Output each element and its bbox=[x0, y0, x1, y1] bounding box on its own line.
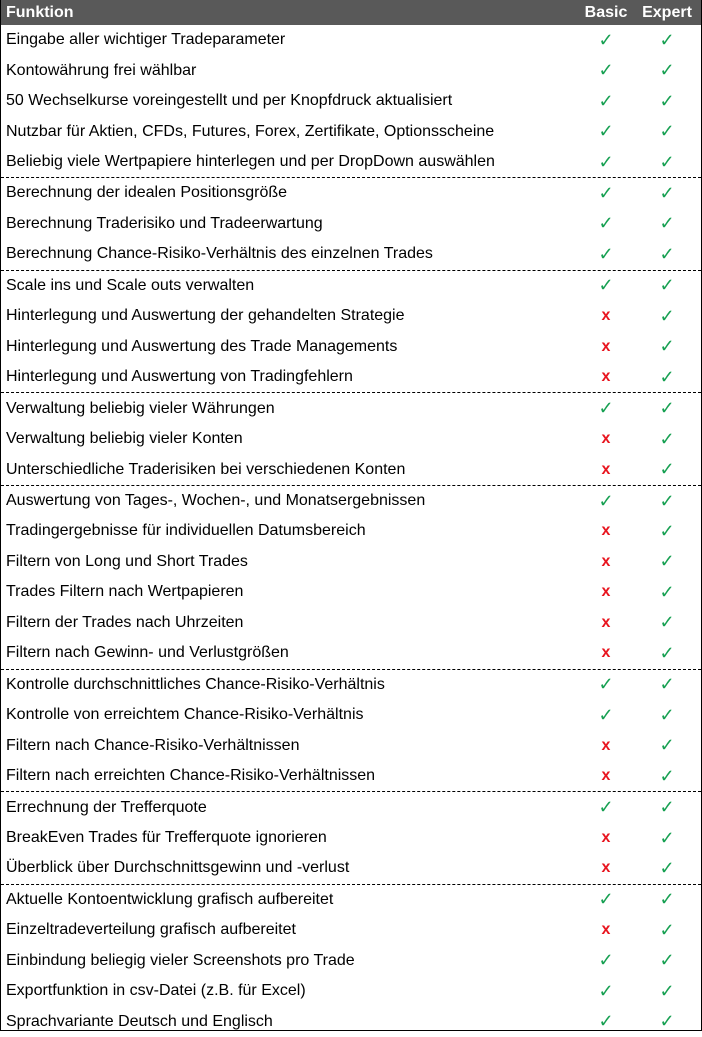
checkmark-icon: ✓ bbox=[598, 60, 614, 81]
basic-cell bbox=[577, 674, 635, 695]
basic-cell bbox=[577, 91, 635, 112]
basic-cell bbox=[577, 921, 635, 939]
table-row bbox=[1, 147, 701, 177]
checkmark-icon: ✓ bbox=[659, 151, 675, 172]
checkmark-icon: ✓ bbox=[598, 398, 614, 419]
table-row bbox=[1, 393, 701, 423]
expert-cell bbox=[635, 735, 701, 756]
cross-icon: x bbox=[601, 736, 611, 754]
checkmark-icon: ✓ bbox=[598, 704, 614, 725]
table-row bbox=[1, 577, 701, 607]
feature-label: Errechnung der Trefferquote bbox=[6, 798, 207, 816]
feature-label: 50 Wechselkurse voreingestellt und per Knopfdruck aktualisiert bbox=[6, 92, 453, 110]
checkmark-icon: ✓ bbox=[659, 336, 675, 357]
basic-cell bbox=[577, 461, 635, 479]
table-row bbox=[1, 239, 701, 269]
table-row bbox=[1, 792, 701, 822]
table-row bbox=[1, 730, 701, 760]
feature-label: Exportfunktion in csv-Datei (z.B. für Excel) bbox=[6, 982, 306, 1000]
checkmark-icon: ✓ bbox=[659, 642, 675, 663]
checkmark-icon: ✓ bbox=[598, 275, 614, 296]
feature-label: Nutzbar für Aktien, CFDs, Futures, Forex, Zertifikate, Optionsscheine bbox=[6, 122, 495, 140]
basic-cell bbox=[577, 60, 635, 81]
basic-cell bbox=[577, 275, 635, 296]
header-function: Funktion bbox=[6, 3, 74, 21]
table-row bbox=[1, 946, 701, 976]
table-row bbox=[1, 178, 701, 208]
basic-cell bbox=[577, 705, 635, 726]
table-row bbox=[1, 332, 701, 362]
table-row bbox=[1, 454, 701, 484]
basic-cell bbox=[577, 583, 635, 601]
cross-icon: x bbox=[601, 368, 611, 386]
basic-cell bbox=[577, 553, 635, 571]
table-row bbox=[1, 608, 701, 638]
checkmark-icon: ✓ bbox=[659, 243, 675, 264]
cross-icon: x bbox=[601, 644, 611, 662]
expert-cell bbox=[635, 981, 701, 1002]
basic-cell bbox=[577, 644, 635, 662]
feature-label: Überblick über Durchschnittsgewinn und -verlust bbox=[6, 859, 350, 877]
feature-label: BreakEven Trades für Trefferquote ignorieren bbox=[6, 829, 327, 846]
table-row bbox=[1, 853, 701, 883]
basic-cell bbox=[577, 307, 635, 325]
feature-label: Aktuelle Kontoentwicklung grafisch aufbereitet bbox=[6, 890, 334, 908]
checkmark-icon: ✓ bbox=[598, 674, 614, 695]
checkmark-icon: ✓ bbox=[659, 797, 675, 818]
table-row bbox=[1, 516, 701, 546]
checkmark-icon: ✓ bbox=[659, 459, 675, 480]
cross-icon: x bbox=[601, 613, 611, 631]
table-row bbox=[1, 823, 701, 853]
checkmark-icon: ✓ bbox=[598, 151, 614, 172]
checkmark-icon: ✓ bbox=[659, 889, 675, 910]
table-row bbox=[1, 209, 701, 239]
checkmark-icon: ✓ bbox=[598, 29, 614, 50]
feature-label: Scale ins und Scale outs verwalten bbox=[6, 276, 255, 294]
cross-icon: x bbox=[601, 552, 611, 570]
checkmark-icon: ✓ bbox=[659, 121, 675, 142]
cross-icon: x bbox=[601, 829, 611, 846]
checkmark-icon: ✓ bbox=[598, 213, 614, 234]
table-row bbox=[1, 362, 701, 392]
basic-cell bbox=[577, 614, 635, 632]
basic-cell bbox=[577, 737, 635, 755]
checkmark-icon: ✓ bbox=[659, 213, 675, 234]
cross-icon: x bbox=[601, 921, 611, 939]
feature-label: Hinterlegung und Auswertung des Trade Managements bbox=[6, 337, 398, 355]
checkmark-icon: ✓ bbox=[659, 581, 675, 602]
table-row bbox=[1, 486, 701, 516]
expert-cell bbox=[635, 551, 701, 572]
checkmark-icon: ✓ bbox=[659, 674, 675, 695]
checkmark-icon: ✓ bbox=[659, 60, 675, 81]
basic-cell bbox=[577, 338, 635, 356]
table-row bbox=[1, 424, 701, 454]
table-row bbox=[1, 1007, 701, 1037]
checkmark-icon: ✓ bbox=[659, 428, 675, 449]
expert-cell bbox=[635, 152, 701, 173]
checkmark-icon: ✓ bbox=[659, 919, 675, 940]
header-expert: Expert bbox=[642, 3, 692, 21]
header-basic: Basic bbox=[584, 3, 628, 21]
expert-cell bbox=[635, 459, 701, 480]
expert-cell bbox=[635, 1011, 701, 1032]
checkmark-icon: ✓ bbox=[659, 305, 675, 326]
basic-cell bbox=[577, 430, 635, 448]
cross-icon: x bbox=[601, 583, 611, 601]
checkmark-icon: ✓ bbox=[598, 980, 614, 1001]
checkmark-icon: ✓ bbox=[659, 520, 675, 541]
checkmark-icon: ✓ bbox=[659, 735, 675, 756]
checkmark-icon: ✓ bbox=[598, 121, 614, 142]
expert-cell bbox=[635, 797, 701, 818]
checkmark-icon: ✓ bbox=[659, 857, 675, 878]
feature-label: Verwaltung beliebig vieler Konten bbox=[6, 430, 243, 448]
feature-group bbox=[1, 486, 701, 670]
expert-cell bbox=[635, 950, 701, 971]
basic-cell bbox=[577, 950, 635, 971]
expert-cell bbox=[635, 582, 701, 603]
feature-label: Beliebig viele Wertpapiere hinterlegen und per DropDown auswählen bbox=[6, 153, 495, 171]
feature-label: Tradingergebnisse für individuellen Datumsbereich bbox=[6, 522, 366, 540]
feature-group bbox=[1, 271, 701, 394]
basic-cell bbox=[577, 1011, 635, 1032]
expert-cell bbox=[635, 275, 701, 296]
expert-cell bbox=[635, 30, 701, 51]
expert-cell bbox=[635, 889, 701, 910]
checkmark-icon: ✓ bbox=[598, 950, 614, 971]
basic-cell bbox=[577, 398, 635, 419]
checkmark-icon: ✓ bbox=[659, 551, 675, 572]
expert-cell bbox=[635, 521, 701, 542]
basic-cell bbox=[577, 522, 635, 540]
feature-label: Kontrolle durchschnittliches Chance-Risiko-Verhältnis bbox=[6, 675, 385, 693]
feature-label: Auswertung von Tages-, Wochen-, und Monatsergebnissen bbox=[6, 492, 426, 510]
feature-label: Einzeltradeverteilung grafisch aufbereitet bbox=[6, 921, 296, 939]
feature-group bbox=[1, 25, 701, 178]
expert-cell bbox=[635, 91, 701, 112]
cross-icon: x bbox=[601, 767, 611, 785]
basic-cell bbox=[577, 152, 635, 173]
feature-label: Hinterlegung und Auswertung von Tradingfehlern bbox=[6, 368, 353, 386]
feature-group bbox=[1, 670, 701, 793]
basic-cell bbox=[577, 889, 635, 910]
table-row bbox=[1, 55, 701, 85]
checkmark-icon: ✓ bbox=[659, 90, 675, 111]
checkmark-icon: ✓ bbox=[659, 29, 675, 50]
basic-cell bbox=[577, 829, 635, 847]
table-row bbox=[1, 885, 701, 915]
table-row bbox=[1, 86, 701, 116]
checkmark-icon: ✓ bbox=[598, 889, 614, 910]
expert-cell bbox=[635, 336, 701, 357]
feature-label: Filtern nach Chance-Risiko-Verhältnissen bbox=[6, 736, 300, 754]
checkmark-icon: ✓ bbox=[598, 90, 614, 111]
table-row bbox=[1, 301, 701, 331]
cross-icon: x bbox=[601, 859, 611, 877]
basic-cell bbox=[577, 981, 635, 1002]
feature-label: Einbindung beliegig vieler Screenshots pro Trade bbox=[6, 951, 355, 969]
table-row bbox=[1, 915, 701, 945]
feature-label: Hinterlegung und Auswertung der gehandelten Strategie bbox=[6, 307, 405, 325]
basic-cell bbox=[577, 368, 635, 386]
feature-group bbox=[1, 178, 701, 270]
checkmark-icon: ✓ bbox=[659, 1011, 675, 1032]
table-row bbox=[1, 670, 701, 700]
table-row bbox=[1, 547, 701, 577]
expert-cell bbox=[635, 705, 701, 726]
checkmark-icon: ✓ bbox=[659, 765, 675, 786]
feature-label: Berechnung Chance-Risiko-Verhältnis des einzelnen Trades bbox=[6, 245, 433, 263]
expert-cell bbox=[635, 367, 701, 388]
expert-cell bbox=[635, 643, 701, 664]
feature-label: Sprachvariante Deutsch und Englisch bbox=[6, 1012, 273, 1030]
feature-label: Filtern von Long und Short Trades bbox=[6, 552, 248, 570]
table-row bbox=[1, 25, 701, 55]
checkmark-icon: ✓ bbox=[598, 797, 614, 818]
basic-cell bbox=[577, 121, 635, 142]
checkmark-icon: ✓ bbox=[659, 950, 675, 971]
expert-cell bbox=[635, 244, 701, 265]
feature-label: Unterschiedliche Traderisiken bei verschiedenen Konten bbox=[6, 460, 406, 478]
feature-label: Berechnung Traderisiko und Tradeerwartung bbox=[6, 214, 323, 232]
basic-cell bbox=[577, 491, 635, 512]
expert-cell bbox=[635, 766, 701, 787]
cross-icon: x bbox=[601, 430, 611, 448]
expert-cell bbox=[635, 920, 701, 941]
table-row bbox=[1, 976, 701, 1006]
checkmark-icon: ✓ bbox=[659, 704, 675, 725]
cross-icon: x bbox=[601, 307, 611, 325]
expert-cell bbox=[635, 491, 701, 512]
checkmark-icon: ✓ bbox=[598, 1011, 614, 1032]
feature-label: Trades Filtern nach Wertpapieren bbox=[6, 583, 244, 601]
expert-cell bbox=[635, 398, 701, 419]
checkmark-icon: ✓ bbox=[659, 612, 675, 633]
basic-cell bbox=[577, 183, 635, 204]
basic-cell bbox=[577, 213, 635, 234]
checkmark-icon: ✓ bbox=[659, 182, 675, 203]
table-row bbox=[1, 116, 701, 146]
feature-group bbox=[1, 393, 701, 485]
cross-icon: x bbox=[601, 522, 611, 540]
feature-group bbox=[1, 792, 701, 884]
basic-cell bbox=[577, 244, 635, 265]
expert-cell bbox=[635, 429, 701, 450]
basic-cell bbox=[577, 859, 635, 877]
expert-cell bbox=[635, 213, 701, 234]
feature-label: Kontrolle von erreichtem Chance-Risiko-Verhältnis bbox=[6, 706, 364, 724]
expert-cell bbox=[635, 828, 701, 849]
feature-label: Filtern der Trades nach Uhrzeiten bbox=[6, 613, 244, 631]
cross-icon: x bbox=[601, 337, 611, 355]
expert-cell bbox=[635, 60, 701, 81]
feature-label: Eingabe aller wichtiger Tradeparameter bbox=[6, 31, 286, 49]
expert-cell bbox=[635, 612, 701, 633]
feature-label: Verwaltung beliebig vieler Währungen bbox=[6, 399, 275, 417]
checkmark-icon: ✓ bbox=[659, 980, 675, 1001]
expert-cell bbox=[635, 183, 701, 204]
checkmark-icon: ✓ bbox=[598, 182, 614, 203]
feature-label: Berechnung der idealen Positionsgröße bbox=[6, 184, 288, 202]
table-row bbox=[1, 271, 701, 301]
table-row bbox=[1, 761, 701, 791]
expert-cell bbox=[635, 121, 701, 142]
feature-group bbox=[1, 885, 701, 1037]
cross-icon: x bbox=[601, 460, 611, 478]
checkmark-icon: ✓ bbox=[659, 827, 675, 848]
feature-label: Filtern nach erreichten Chance-Risiko-Verhältnissen bbox=[6, 767, 376, 785]
checkmark-icon: ✓ bbox=[659, 275, 675, 296]
basic-cell bbox=[577, 30, 635, 51]
expert-cell bbox=[635, 674, 701, 695]
feature-label: Kontowährung frei wählbar bbox=[6, 61, 197, 79]
table-row bbox=[1, 638, 701, 668]
feature-label: Filtern nach Gewinn- und Verlustgrößen bbox=[6, 644, 289, 662]
checkmark-icon: ✓ bbox=[598, 490, 614, 511]
expert-cell bbox=[635, 858, 701, 879]
basic-cell bbox=[577, 767, 635, 785]
basic-cell bbox=[577, 797, 635, 818]
checkmark-icon: ✓ bbox=[659, 490, 675, 511]
table-header bbox=[1, 0, 701, 25]
checkmark-icon: ✓ bbox=[659, 366, 675, 387]
checkmark-icon: ✓ bbox=[659, 398, 675, 419]
table-body bbox=[1, 25, 701, 1037]
expert-cell bbox=[635, 306, 701, 327]
checkmark-icon: ✓ bbox=[598, 243, 614, 264]
table-row bbox=[1, 700, 701, 730]
